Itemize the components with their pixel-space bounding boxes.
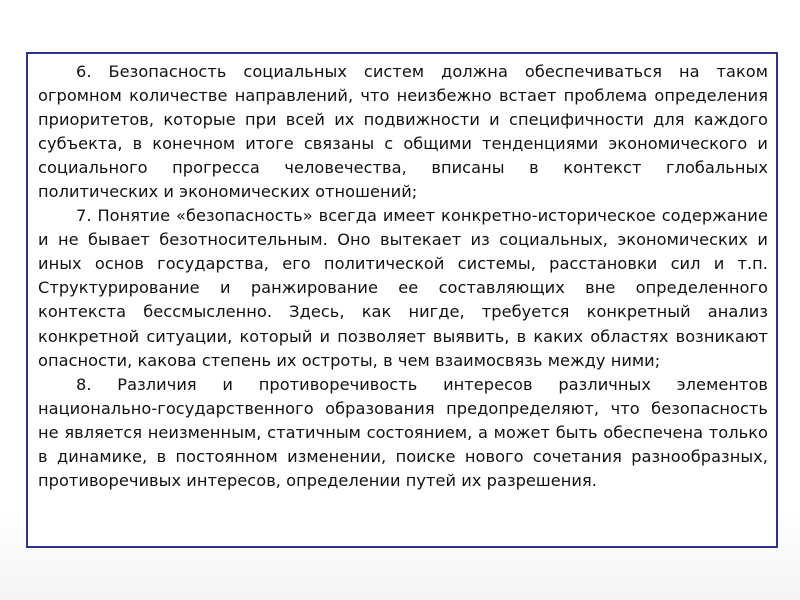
paragraph-8: 8. Различия и противоречивость интересов различных элементов национально-государственного образования предопределяют, что безопасность не является неизменным, статичным состоянием, а может быть обеспечена только в динамике, в постоянном изменении, поиске нового сочетания разнообразных, противоречивых интересов, определении путей их разрешения. xyxy=(38,374,768,490)
paragraph-6: 6. Безопасность социальных систем должна обеспечиваться на таком огромном количестве направлений, что неизбежно встает проблема определения приоритетов, которые при всей их подвижности и специфичности для каждого субъекта, в конечном итоге связаны с общими тенденциями экономического и социального прогресса человечества, вписаны в контекст глобальных политических и экономических отношений; xyxy=(38,62,768,202)
text-frame xyxy=(26,52,778,548)
paragraph-7: 7. Понятие «безопасность» всегда имеет конкретно-историческое содержание и не бывает безотносительным. Оно вытекает из социальных, экономических и иных основ государства, его политической системы, расстановки сил и т.п. Структурирование и ранжирование ее составляющих вне определенного контекста бессмысленно. Здесь, как нигде, требуется конкретный анализ конкретной ситуации, который и позволяет выявить, в каких областях возникают опасности, какова степень их остроты, в чем взаимосвязь между ними; xyxy=(38,206,768,370)
